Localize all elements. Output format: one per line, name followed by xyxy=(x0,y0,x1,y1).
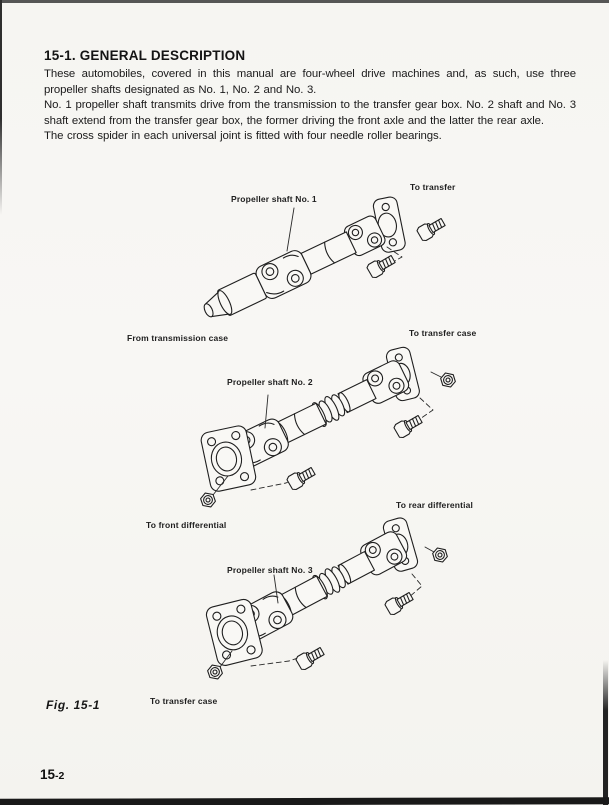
paragraph-2: No. 1 propeller shaft transmits drive from the transmission to the transfer gear box. No. 2 shaft and No. 3 shaft extend from the transfer gear box, the former driving the front axle and the latter the rear axle. xyxy=(44,99,576,127)
flange-bolt-drawing xyxy=(366,253,397,279)
propeller-shaft-3-drawing xyxy=(192,506,432,677)
flange-bolt-drawing xyxy=(384,590,415,616)
flange-bolt-drawing xyxy=(295,645,326,671)
label-propeller-shaft-no3: Propeller shaft No. 3 xyxy=(227,565,313,575)
flange-nut-drawing xyxy=(207,664,224,679)
page-number-chapter: 15 xyxy=(40,767,56,782)
figure-caption: Fig. 15-1 xyxy=(46,698,101,712)
label-propeller-shaft-no2: Propeller shaft No. 2 xyxy=(227,377,313,387)
label-from-transmission-case: From transmission case xyxy=(127,333,229,343)
nut-leader-3 xyxy=(425,547,434,552)
label-to-front-differential: To front differential xyxy=(146,520,227,530)
page-number-page: -2 xyxy=(55,770,65,782)
flange-nut-drawing xyxy=(431,547,448,562)
scan-edge-top xyxy=(0,0,609,3)
label-to-transfer: To transfer xyxy=(410,182,456,192)
scan-edge-bottom xyxy=(0,797,609,805)
label-propeller-shaft-no1: Propeller shaft No. 1 xyxy=(231,194,317,204)
bolt-leader-dashes-3b xyxy=(251,658,298,666)
propeller-shaft-diagram xyxy=(0,165,609,725)
flange-nut-drawing xyxy=(439,372,456,387)
section-heading: 15-1. GENERAL DESCRIPTION xyxy=(44,48,246,63)
paragraph-3: The cross spider in each universal joint is fitted with four needle roller bearings. xyxy=(44,130,442,142)
flange-bolt-drawing xyxy=(416,216,447,242)
paragraph-1: These automobiles, covered in this manual are four-wheel drive machines and, as such, use three propeller shafts designated as No. 1, No. 2 and No. 3. xyxy=(44,68,576,96)
nut-leader-2 xyxy=(431,372,441,377)
flange-nut-drawing xyxy=(200,492,217,507)
flange-bolt-drawing xyxy=(393,413,424,439)
flange-bolt-drawing xyxy=(286,465,317,491)
label-to-rear-differential: To rear differential xyxy=(396,500,473,510)
figure-15-1 xyxy=(0,165,609,725)
page-number xyxy=(40,766,64,784)
label-to-transfer-case-lower: To transfer case xyxy=(150,696,218,706)
body-text xyxy=(44,67,576,145)
shaft1-label-leader xyxy=(287,208,294,251)
label-to-transfer-case-upper: To transfer case xyxy=(409,328,477,338)
